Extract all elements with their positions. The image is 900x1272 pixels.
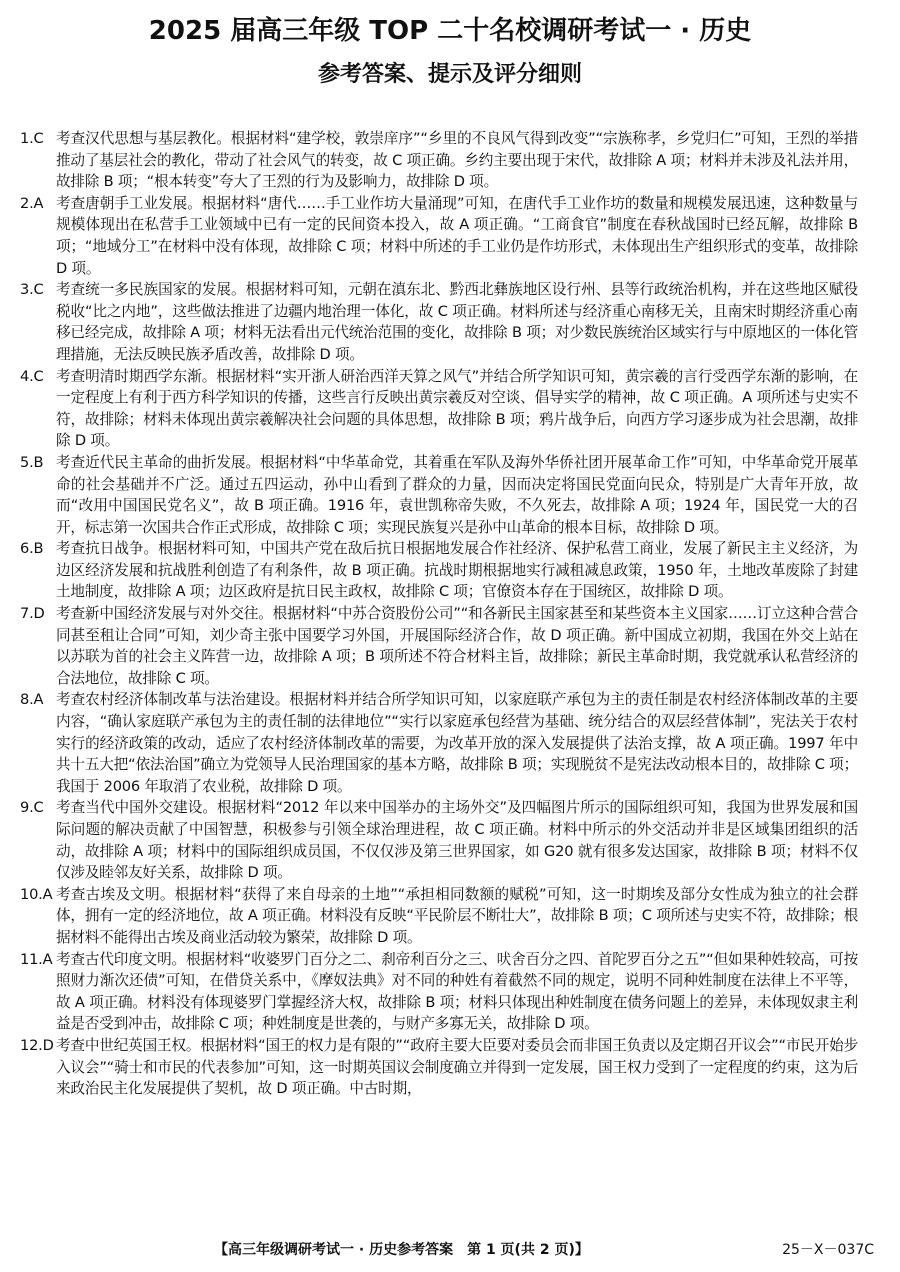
answer-explanation: 考查统一多民族国家的发展。根据材料可知，元朝在滇东北、黔西北彝族地区设行州、县等行政统治机构，并在这些地区赋役税收“比之内地”，这些做法推进了边疆内地治理一体化，故 C 项正确。材料所述与经济重心南移无关，且南宋时期经济重心南移已经完成，故排除 A 项；材料无法看出元代统治范围的变化，故排除 B 项；对少数民族统治区域实行与中原地区的一体化管理措施，无法反映民族矛盾改善，故排除 D 项。 [56,281,858,363]
answer-number: 12.D [20,1036,54,1054]
document-subtitle: 参考答案、提示及评分细则 [317,62,582,87]
answer-item [20,949,858,1035]
answer-item [20,797,858,883]
answer-item [20,538,858,603]
answer-list [20,128,858,1100]
answer-item [20,193,858,279]
answer-item [20,128,858,193]
answer-item [20,279,858,365]
answer-explanation: 考查当代中国外交建设。根据材料“2012 年以来中国举办的主场外交”及四幅图片所示的国际组织可知，我国为世界发展和国际问题的解决贡献了中国智慧，积极参与引领全球治理进程，故 C 项正确。材料中所示的外交活动并非是区域集团组织的活动，故排除 A 项；材料中的国际组织成员国，不仅仅涉及第三世界国家，如 G20 就有很多发达国家，故排除 B 项；材料不仅仅涉及睦邻友好关系，故排除 D 项。 [56,799,858,882]
answer-number: 9.C [20,799,44,817]
document-title: 2025 届高三年级 TOP 二十名校调研考试一 · 历史 [148,16,752,46]
answer-number: 4.C [20,367,44,385]
answer-explanation: 考查抗日战争。根据材料可知，中国共产党在敌后抗日根据地发展合作社经济、保护私营工商业，发展了新民主主义经济，为边区经济发展和抗战胜利创造了有利条件，故 B 项正确。抗战时期根据地实行减租减息政策，1950 年，土地改革废除了封建土地制度，故排除 A 项；边区政府是抗日民主政权，故排除 C 项；官僚资本存在于国统区，故排除 D 项。 [56,540,858,601]
answer-item [20,884,858,949]
answer-explanation: 考查中世纪英国王权。根据材料“国王的权力是有限的”“政府主要大臣要对委员会而非国王负责以及定期召开议会”“市民开始步入议会”“骑士和市民的代表参加”可知，这一时期英国议会制度确立并得到一定发展，国王权力受到了一定程度的约束，这为后来政治民主化发展提供了契机，故 D 项正确。中古时期， [56,1036,858,1098]
answer-number: 11.A [20,950,53,968]
answer-item [20,1035,858,1100]
answer-explanation: 考查古代印度文明。根据材料“收婆罗门百分之二、刹帝利百分之三、吠舍百分之四、首陀罗百分之五”“但如果种姓较高，可按照财力渐次还债”可知，在借贷关系中，《摩奴法典》对不同的种姓有着截然不同的规定，说明不同种姓制度在法律上不平等，故 A 项正确。材料没有体现婆罗门掌握经济大权，故排除 B 项；材料只体现出种姓制度在债务问题上的差异，未体现奴隶主利益是否受到冲击，故排除 C 项；种姓制度是世袭的，与财产多寡无关，故排除 D 项。 [56,950,858,1033]
answer-item [20,366,858,452]
answer-number: 7.D [20,605,45,623]
answer-item [20,603,858,689]
answer-item [20,452,858,538]
answer-explanation: 考查农村经济体制改革与法治建设。根据材料并结合所学知识可知，以家庭联产承包为主的责任制是农村经济体制改革的主要内容，“确认家庭联产承包为主的责任制的法律地位”“实行以家庭承包经营为基础、统分结合的双层经营体制”，宪法关于农村实行的经济政策的改动，适应了农村经济体制改革的需要，为改革开放的深入发展提供了法治支撑，故 A 项正确。1997 年中共十五大把“依法治国”确立为党领导人民治理国家的基本方略，故排除 B 项；实现脱贫不是宪法改动根本目的，故排除 C 项；我国于 2006 年取消了农业税，故排除 D 项。 [56,691,858,795]
answer-explanation: 考查近代民主革命的曲折发展。根据材料“中华革命党，其着重在军队及海外华侨社团开展革命工作”可知，中华革命党开展革命的社会基础并不广泛。通过五四运动，孙中山看到了群众的力量，因而决定将国民党面向民众，特别是广大青年开放，故而“改用中国国民党名义”，故 B 项正确。1916 年，袁世凯称帝失败，不久死去，故排除 A 项；1924 年，国民党一大的召开，标志第一次国共合作正式形成，故排除 C 项；实现民族复兴是孙中山革命的根本目标，故排除 D 项。 [56,453,858,536]
page-footer [0,1238,900,1262]
answer-item [20,689,858,797]
answer-explanation: 考查古埃及文明。根据材料“获得了来自母亲的土地”“承担相同数额的赋税”可知，这一时期埃及部分女性成为独立的社会群体，拥有一定的经济地位，故 A 项正确。材料没有反映“平民阶层不断壮大”，故排除 B 项；C 项所述与史实不符，故排除；根据材料不能得出古埃及商业活动较为繁荣，故排除 D 项。 [56,885,858,946]
answer-number: 6.B [20,540,44,558]
answer-explanation: 考查唐朝手工业发展。根据材料“唐代……手工业作坊大量涌现”可知，在唐代手工业作坊的数量和规模发展迅速，这种数量与规模体现出在私营手工业领域中已有一定的民间资本投入，故 A 项正确。“工商食官”制度在春秋战国时已经瓦解，故排除 B 项；“地域分工”在材料中没有体现，故排除 C 项；材料中所述的手工业仍是作坊形式，未体现出生产组织形式的变革，故排除 D 项。 [56,194,858,277]
footer-exam-code: 25－X－037C [782,1242,874,1258]
answer-number: 2.A [20,194,44,212]
answer-number: 5.B [20,453,44,471]
answer-explanation: 考查汉代思想与基层教化。根据材料“建学校，敦崇庠序”“乡里的不良风气得到改变”“宗族称孝，乡党归仁”可知，王烈的举措推动了基层社会的教化，带动了社会风气的转变，故 C 项正确。乡约主要出现于宋代，故排除 A 项；材料并未涉及礼法并用，故排除 B 项；“根本转变”夸大了王烈的行为及影响力，故排除 D 项。 [56,130,858,191]
answer-explanation: 考查新中国经济发展与对外交往。根据材料“中苏合资股份公司”“和各新民主国家甚至和某些资本主义国家……订立这种合营合同甚至租让合同”可知，刘少奇主张中国要学习外国，开展国际经济合作，故 D 项正确。新中国成立初期，我国在外交上站在以苏联为首的社会主义阵营一边，故排除 A 项；B 项所述不符合材料主旨，故排除；新民主革命时期，我党就承认私营经济的合法地位，故排除 C 项。 [56,605,858,687]
footer-page-info: 【高三年级调研考试一 · 历史参考答案 第 1 页(共 2 页)】 [214,1242,589,1258]
answer-number: 3.C [20,281,44,299]
answer-number: 1.C [20,130,44,147]
answer-explanation: 考查明清时期西学东渐。根据材料“实开浙人研治西洋天算之风气”并结合所学知识可知，黄宗羲的言行受西学东渐的影响，在一定程度上有利于西方科学知识的传播，这些言行反映出黄宗羲反对空谈、倡导实学的精神，故 C 项正确。A 项所述与史实不符，故排除；材料未体现出黄宗羲解决社会问题的具体思想，故排除 B 项；鸦片战争后，向西方学习逐步成为社会思潮，故排除 D 项。 [56,367,858,450]
answer-number: 10.A [20,885,53,903]
answer-number: 8.A [20,691,44,709]
